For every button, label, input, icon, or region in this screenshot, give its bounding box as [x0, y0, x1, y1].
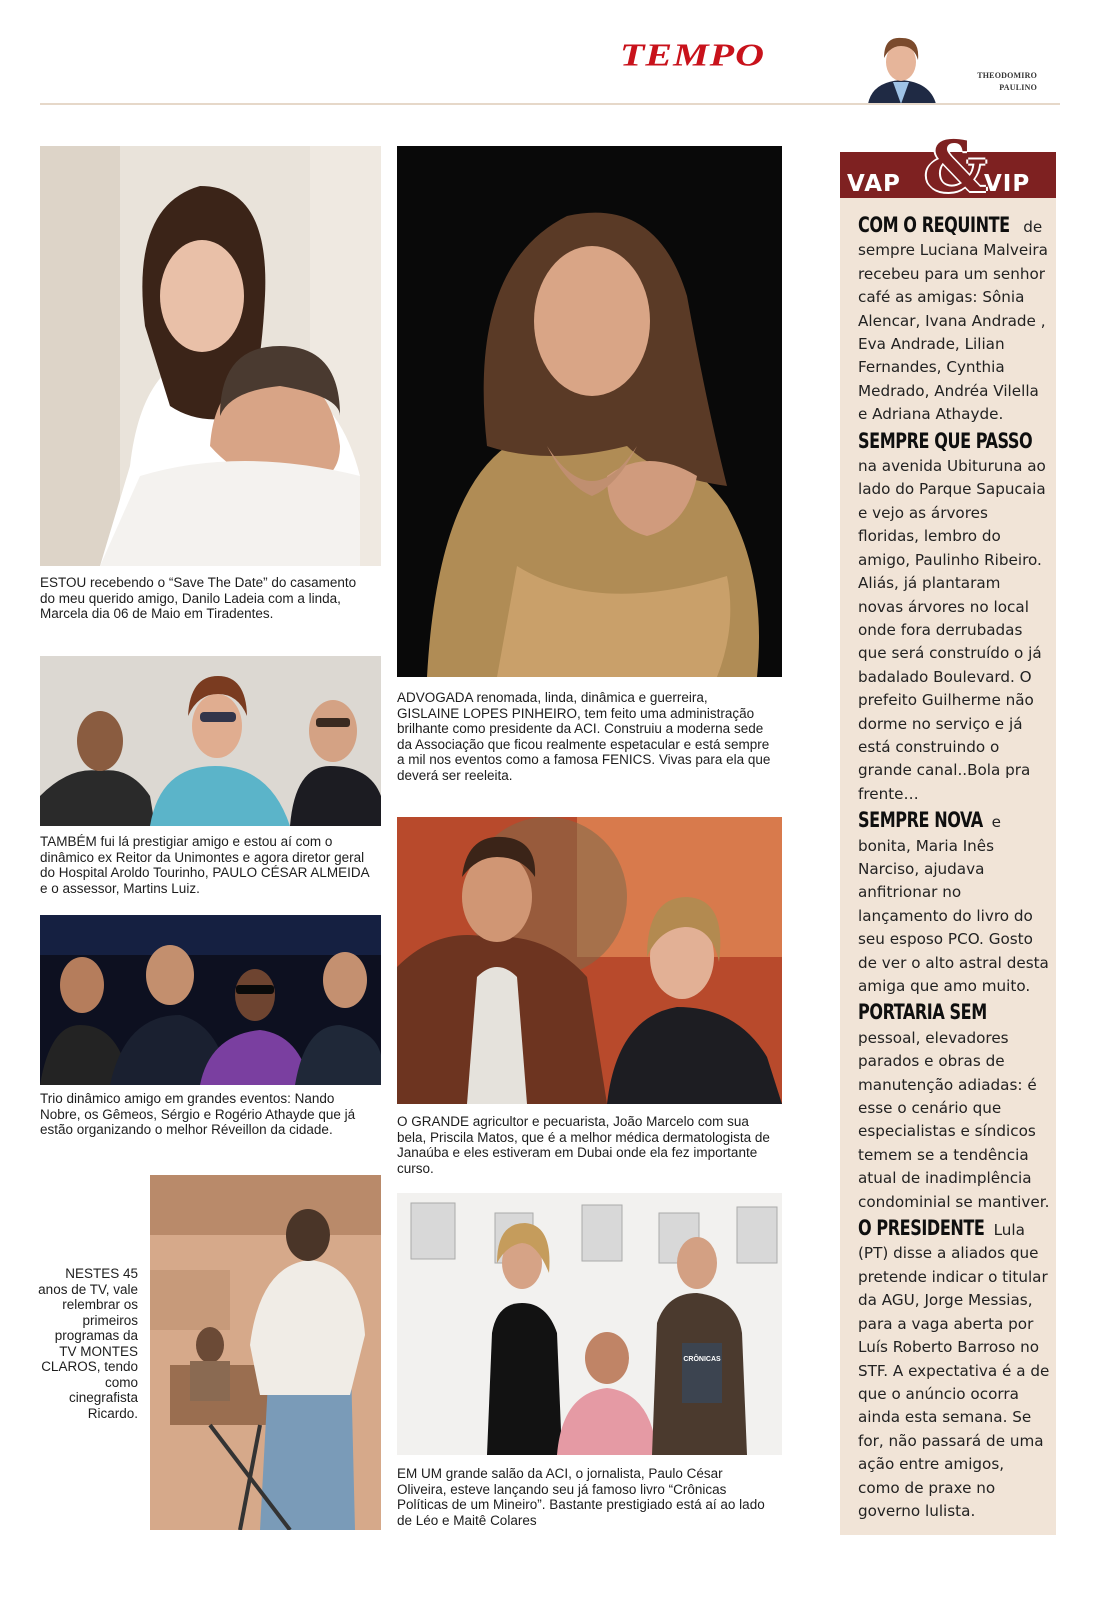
- sidebar-title-vip: VIP: [984, 171, 1031, 197]
- columnist-name: [977, 70, 1037, 94]
- note-lead: SEMPRE QUE PASSO: [858, 428, 1033, 453]
- sidebar-notes: [858, 214, 1050, 1526]
- vap-vip-sidebar: [840, 125, 1056, 1535]
- sidebar-title-ampersand: &: [924, 125, 988, 208]
- caption-gislaine: ADVOGADA renomada, linda, dinâmica e guerreira, GISLAINE LOPES PINHEIRO, tem feito uma administração brilhante como presidente da ACI. Construiu a moderna sede da Associação que ficou realmente espetacular e está sempre a mil nos eventos como a famosa FENICS. Vivas para ela que deverá ser reeleita.: [397, 690, 771, 783]
- sidebar-note: [858, 214, 1050, 427]
- caption-joao-marcelo: O GRANDE agricultor e pecuarista, João Marcelo com sua bela, Priscila Matos, que é a melhor médica dermatologista de Janaúba e eles estiveram em Dubai onde ela fez importante curso.: [397, 1114, 770, 1176]
- book-cover-title: CRÔNICAS: [683, 1356, 721, 1363]
- note-lead: PORTARIA SEM: [858, 1000, 987, 1025]
- note-text: e bonita, Maria Inês Narciso, ajudava anfitrionar no lançamento do livro do seu esposo PCO. Gosto de ver o alto astral desta amiga que amo muito.: [858, 813, 1049, 995]
- sidebar-note: [858, 1217, 1050, 1523]
- note-text: Lula (PT) disse a aliados que pretende indicar o titular da AGU, Jorge Messias, para a vaga aberta por Luís Roberto Barroso no STF. A expectativa é a de que o anúncio ocorra ainda esta semana. Se for, não passará de uma ação entre amigos, como de praxe no governo lulista.: [858, 1221, 1050, 1520]
- photo-danilo-marcela: [40, 146, 381, 566]
- photo-joao-marcelo: [397, 817, 782, 1104]
- sidebar-note: [858, 809, 1050, 998]
- photo-trio: [40, 915, 381, 1085]
- note-text: na avenida Ubituruna ao lado do Parque Sapucaia e vejo as árvores floridas, lembro do amigo, Paulinho Ribeiro. Aliás, já plantaram novas árvores no local onde fora derrubadas que será construído o já badalado Boulevard. O prefeito Guilherme não dorme no serviço e já está construindo o grande canal..Bola pra frente…: [858, 457, 1046, 803]
- sidebar-note: [858, 430, 1050, 807]
- photo-gislaine: [397, 146, 782, 677]
- note-lead: SEMPRE NOVA: [858, 808, 983, 833]
- caption-aci: EM UM grande salão da ACI, o jornalista, Paulo César Oliveira, esteve lançando seu já famoso livro “Crônicas Políticas de um Mineiro”. Bastante prestigiado está aí ao lado de Léo e Maitê Colares: [397, 1466, 765, 1528]
- photo-paulo-cesar: [40, 656, 381, 826]
- sidebar-title-vap: VAP: [847, 171, 901, 197]
- header-divider: [40, 103, 1060, 105]
- columnist-first-name: THEODOMIRO: [977, 71, 1037, 80]
- caption-danilo: ESTOU recebendo o “Save The Date” do casamento do meu querido amigo, Danilo Ladeia com a linda, Marcela dia 06 de Maio em Tiradentes.: [40, 575, 357, 621]
- photo-tv-montes-claros: [150, 1175, 381, 1530]
- sidebar-note: [858, 1001, 1050, 1214]
- note-text: de sempre Luciana Malveira recebeu para um senhor café as amigas: Sônia Alencar, Ivana Andrade , Eva Andrade, Lilian Fernandes, Cynthia Medrado, Andréa Vilella e Adriana Athayde.: [858, 218, 1048, 424]
- photo-aci: [397, 1193, 782, 1455]
- columnist-photo: [860, 32, 942, 104]
- caption-trio: Trio dinâmico amigo em grandes eventos: Nando Nobre, os Gêmeos, Sérgio e Rogério Athayde que já estão organizando o melhor Réveillon da cidade.: [40, 1091, 356, 1137]
- caption-tv: NESTES 45 anos de TV, vale relembrar os primeiros programas da TV MONTES CLAROS, tendo como cinegrafista Ricardo.: [38, 1266, 138, 1421]
- note-lead: O PRESIDENTE: [858, 1216, 985, 1241]
- tempo-logo: TEMPO: [620, 36, 765, 73]
- note-text: pessoal, elevadores parados e obras de manutenção adiadas: é esse o cenário que especialistas e síndicos temem se a tendência atual de inadimplência condominial se mantiver.: [858, 1028, 1050, 1211]
- note-lead: COM O REQUINTE: [858, 213, 1010, 237]
- columnist-last-name: PAULINO: [999, 83, 1037, 92]
- caption-paulo-cesar: TAMBÉM fui lá prestigiar amigo e estou aí com o dinâmico ex Reitor da Unimontes e agora diretor geral do Hospital Aroldo Tourinho, PAULO CÉSAR ALMEIDA e o assessor, Martins Luiz.: [40, 834, 369, 896]
